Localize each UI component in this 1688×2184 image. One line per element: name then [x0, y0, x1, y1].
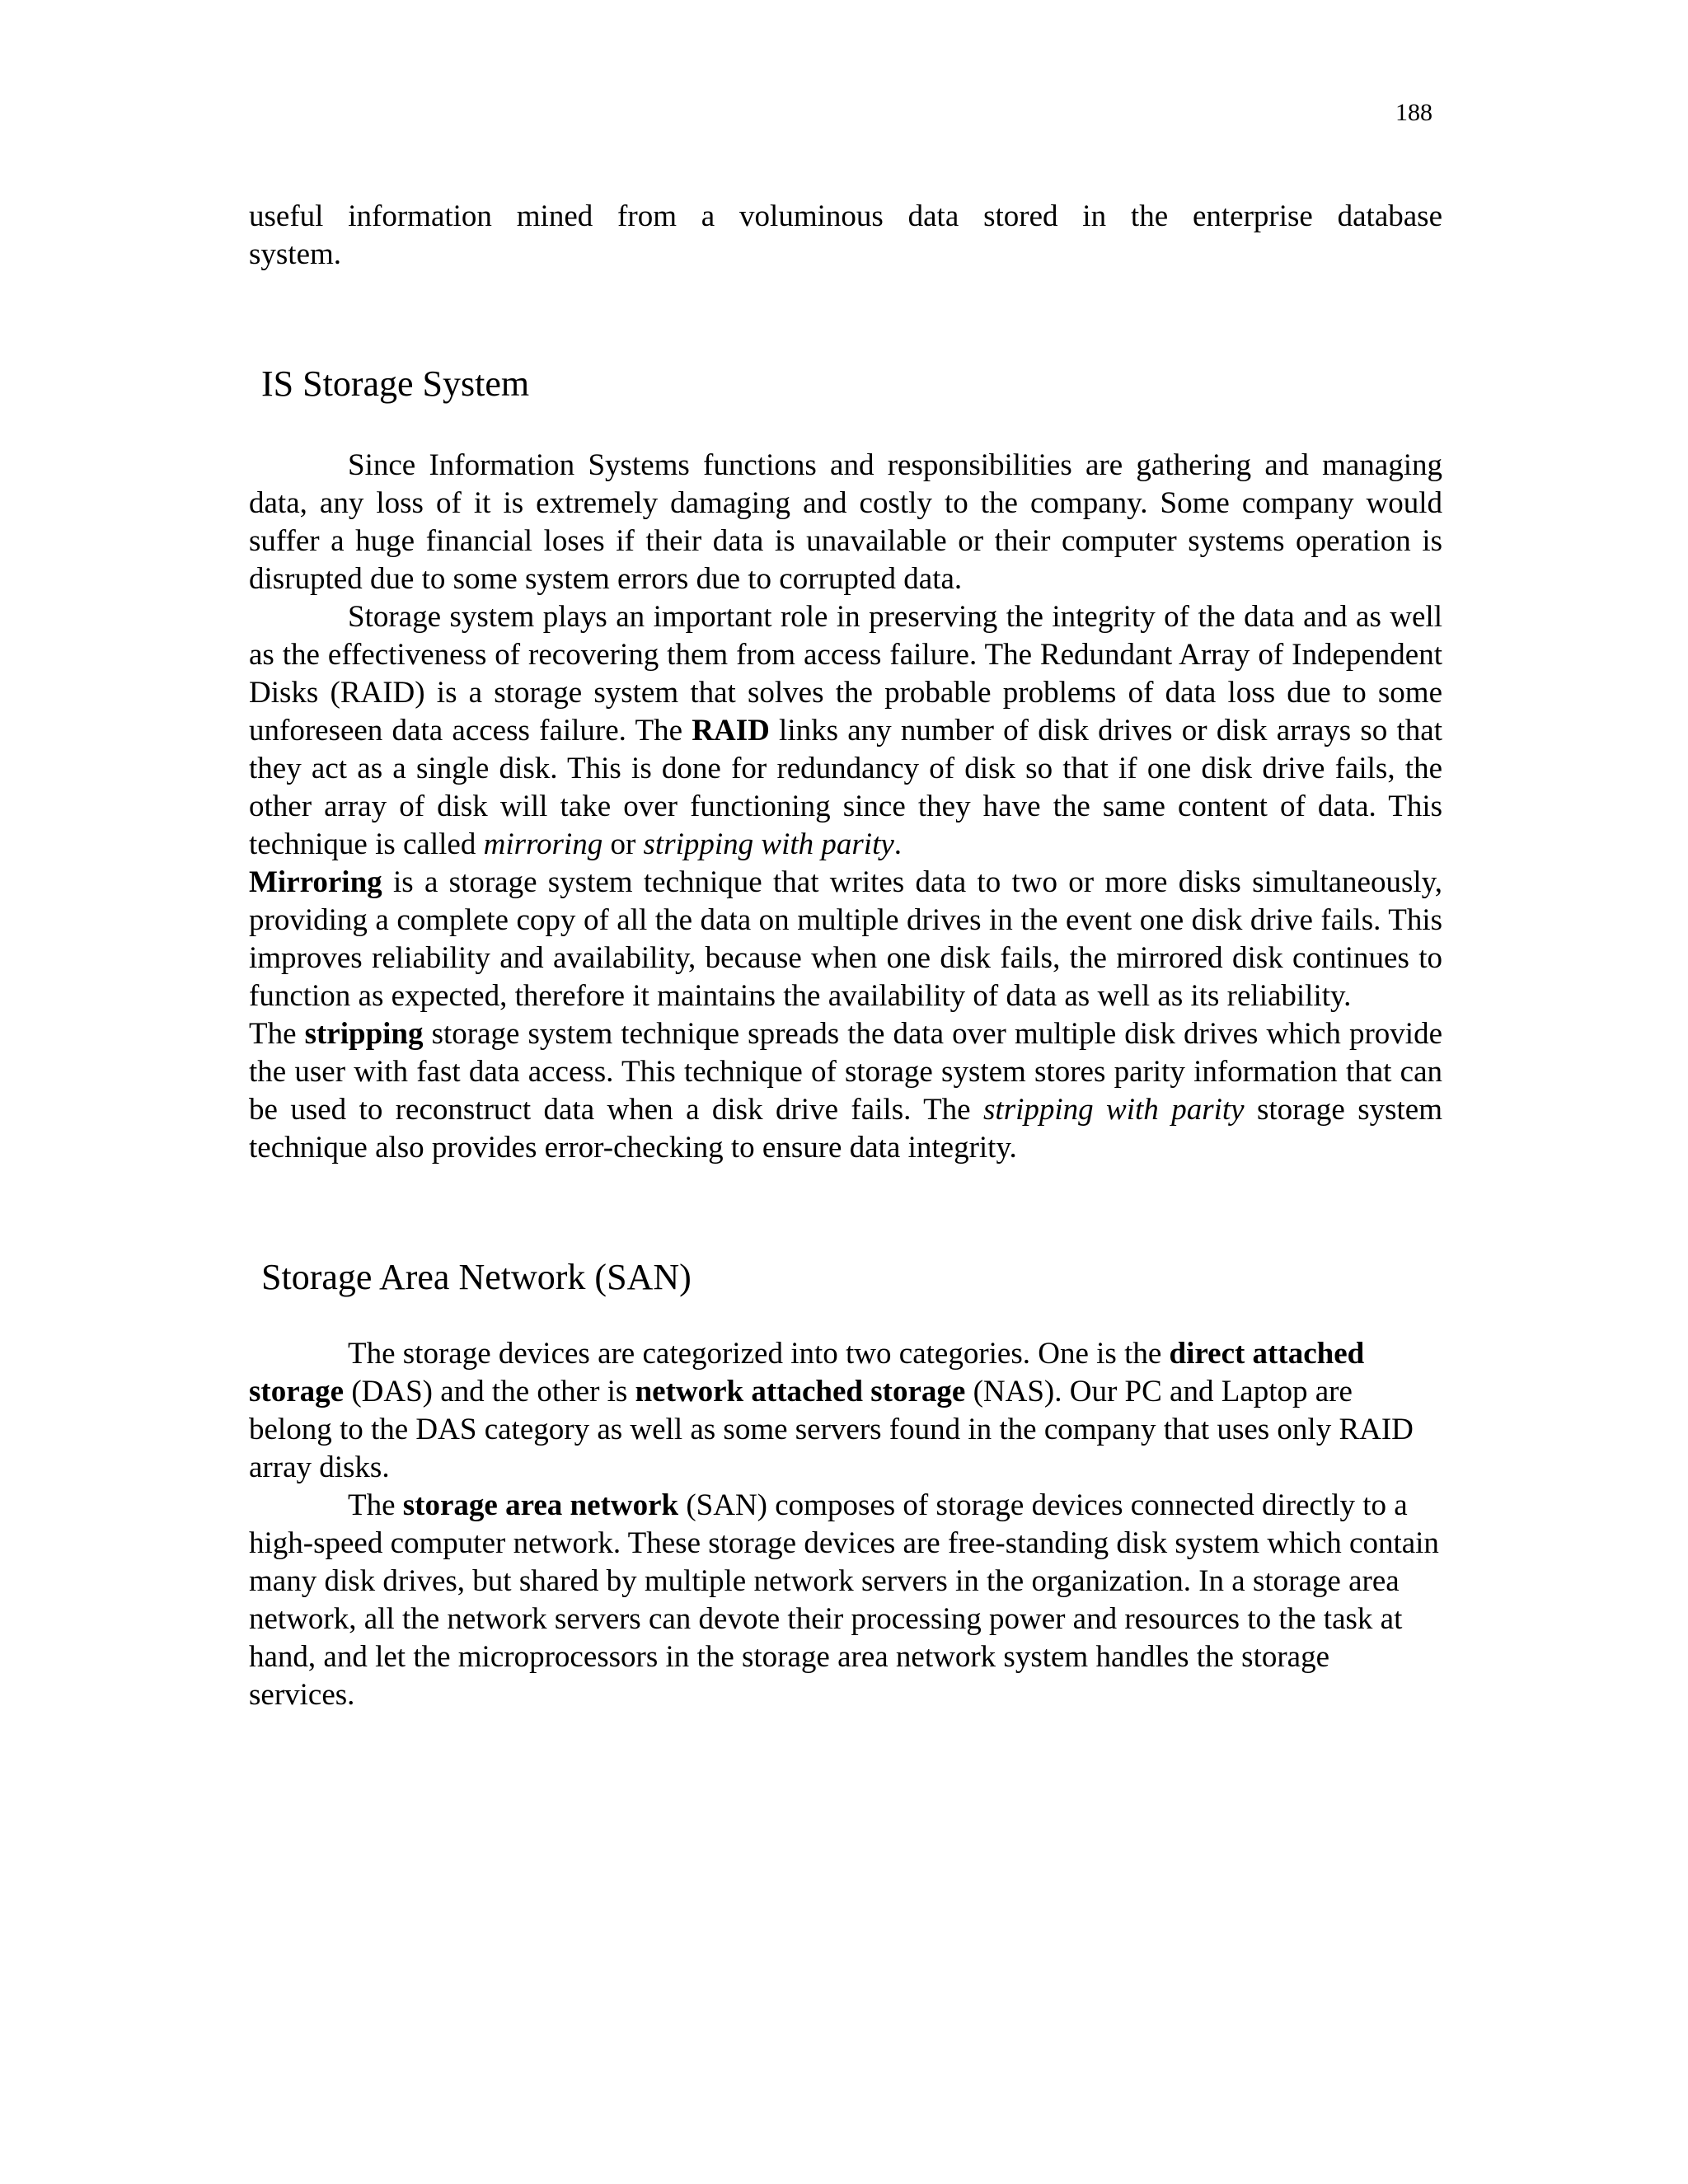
paragraph-stripping: The stripping storage system technique spreads the data over multiple disk drives which provide the user with fast data access. This technique of storage system stores parity information that can be used to reconstruct data when a disk drive fails. The stripping with parity storage system technique also provides error-checking to ensure data integrity.	[249, 1017, 1443, 1165]
paragraph-storage-raid: Storage system plays an important role in preserving the integrity of the data and as well as the effectiveness of recovering them from access failure. The Redundant Array of Independent Disks (RAID) is a storage system that solves the probable problems of data loss due to some unforeseen data access failure. The RAID links any number of disk drives or disk arrays so that they act as a single disk. This is done for redundancy of disk so that if one disk drive fails, the other array of disk will take over functioning since they have the same content of data. This technique is called mirroring or stripping with parity.	[249, 600, 1442, 861]
term-network-attached-storage: network attached storage	[635, 1375, 966, 1408]
section-heading-san: Storage Area Network (SAN)	[261, 1257, 692, 1297]
term-mirroring: Mirroring	[249, 865, 382, 899]
term-mirroring-italic: mirroring	[483, 827, 603, 861]
page-number: 188	[1395, 99, 1432, 126]
term-storage-area-network: storage area network	[402, 1488, 679, 1522]
paragraph-is-intro: Since Information Systems functions and responsibilities are gathering and managing data, any loss of it is extremely damaging and costly to the company. Some company would suffer a huge financial loses if their data is unavailable or their computer systems operation is disrupted due to some system errors due to corrupted data.	[249, 448, 1442, 596]
paragraph-das-nas: The storage devices are categorized into two categories. One is the direct attached storage (DAS) and the other is network attached storage (NAS). Our PC and Laptop are belong to the DAS category as well as some servers found in the company that uses only RAID array disks.	[249, 1337, 1414, 1484]
term-stripping-with-parity: stripping with parity	[983, 1093, 1245, 1127]
term-stripping: stripping	[304, 1017, 424, 1051]
section-heading-is-storage: IS Storage System	[261, 363, 530, 404]
intro-line-1: useful information mined from a voluminous data stored in the enterprise database	[249, 199, 1442, 233]
term-direct-attached-storage: direct attached storage	[249, 1337, 1365, 1408]
paragraph-san: The storage area network (SAN) composes of storage devices connected directly to a high-speed computer network. These storage devices are free-standing disk system which contain many disk drives, but shared by multiple network servers in the organization. In a storage area network, all the network servers can devote their processing power and resources to the task at hand, and let the microprocessors in the storage area network system handles the storage services.	[249, 1488, 1439, 1712]
paragraph-mirroring: Mirroring is a storage system technique that writes data to two or more disks simultaneously, providing a complete copy of all the data on multiple drives in the event one disk drive fails. This improves reliability and availability, because when one disk fails, the mirrored disk continues to function as expected, therefore it maintains the availability of data as well as its reliability.	[249, 865, 1442, 1013]
term-stripping-parity-italic: stripping with parity	[643, 827, 894, 861]
intro-line-2: system.	[249, 237, 342, 271]
page-body	[249, 198, 1442, 1714]
term-raid: RAID	[692, 714, 770, 748]
